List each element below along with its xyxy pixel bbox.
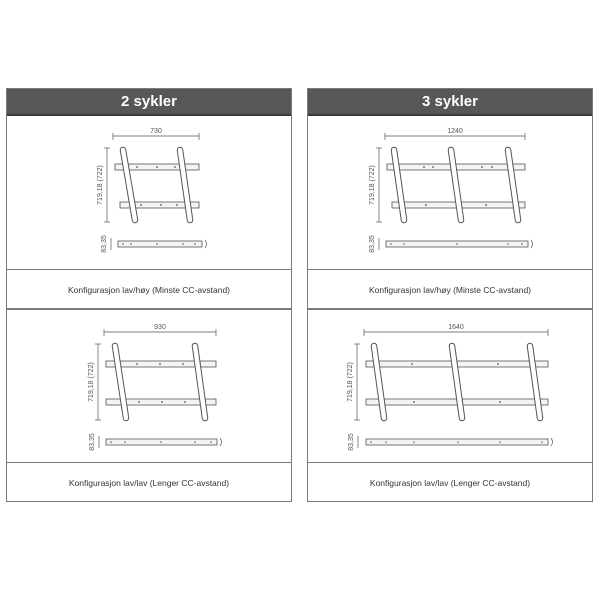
profile-label: 83,35 (348, 433, 355, 451)
divider (308, 269, 592, 270)
panel-title: 2 sykler (7, 89, 291, 116)
diagram-2-bikes-low-low (7, 310, 291, 462)
panel-title: 3 sykler (308, 89, 592, 116)
profile-hole (156, 243, 158, 245)
profile-label: 83,35 (369, 235, 376, 253)
mounting-hole (136, 363, 138, 365)
mounting-hole (159, 363, 161, 365)
width-label: 730 (150, 128, 162, 135)
mounting-hole (140, 204, 142, 206)
diagram-3-bikes-low-low (308, 310, 592, 462)
width-label: 930 (154, 324, 166, 331)
mounting-hole (413, 401, 415, 403)
mounting-hole (136, 166, 138, 168)
mounting-hole (182, 363, 184, 365)
mounting-hole (481, 166, 483, 168)
profile-hole (499, 441, 501, 443)
rack-drawing (7, 116, 293, 269)
profile-hole (390, 243, 392, 245)
profile-end-cap (205, 240, 207, 248)
profile-hole (194, 243, 196, 245)
profile-hole (210, 441, 212, 443)
rack-drawing (7, 310, 293, 462)
divider (7, 462, 291, 463)
caption: Konfigurasjon lav/lav (Lenger CC-avstand) (68, 478, 230, 488)
caption: Konfigurasjon lav/lav (Lenger CC-avstand) (369, 478, 531, 488)
mounting-hole (491, 166, 493, 168)
profile-hole (110, 441, 112, 443)
profile-hole (124, 441, 126, 443)
profile-label: 83,35 (89, 433, 96, 451)
mounting-hole (138, 401, 140, 403)
bike-holder-arm-fill (180, 150, 190, 220)
profile-hole (182, 243, 184, 245)
mounting-hole (499, 401, 501, 403)
profile-hole (194, 441, 196, 443)
profile-hole (413, 441, 415, 443)
rail-profile (366, 439, 548, 445)
profile-label: 83,35 (101, 235, 108, 253)
profile-hole (370, 441, 372, 443)
height-label: 719,18 (722) (97, 165, 104, 205)
mounting-hole (161, 401, 163, 403)
rack-drawing (308, 310, 594, 462)
bike-holder-arm-fill (451, 150, 461, 220)
mounting-hole (425, 204, 427, 206)
bike-holder-arm-fill (508, 150, 518, 220)
profile-end-cap (220, 438, 222, 446)
bike-holder-arm-fill (123, 150, 135, 220)
profile-hole (122, 243, 124, 245)
profile-hole (456, 243, 458, 245)
height-label: 719,18 (722) (369, 165, 376, 205)
bike-holder-arm-fill (115, 346, 126, 418)
bike-holder-arm-fill (195, 346, 205, 418)
bike-holder-arm-fill (452, 346, 462, 418)
panel-3-bikes (307, 88, 593, 502)
mounting-hole (174, 166, 176, 168)
rack-drawing (308, 116, 594, 269)
mounting-hole (497, 363, 499, 365)
divider (308, 462, 592, 463)
profile-hole (507, 243, 509, 245)
height-label: 719,18 (722) (347, 362, 354, 402)
bike-holder-arm-fill (530, 346, 540, 418)
profile-hole (521, 243, 523, 245)
profile-end-cap (531, 240, 533, 248)
profile-hole (403, 243, 405, 245)
caption: Konfigurasjon lav/høy (Minste CC-avstand) (67, 285, 231, 295)
caption: Konfigurasjon lav/høy (Minste CC-avstand) (368, 285, 532, 295)
mounting-hole (160, 204, 162, 206)
profile-hole (457, 441, 459, 443)
panel-2-bikes (6, 88, 292, 502)
width-label: 1640 (448, 324, 464, 331)
bike-holder-arm-fill (374, 346, 384, 418)
mounting-hole (411, 363, 413, 365)
profile-hole (385, 441, 387, 443)
height-label: 719,18 (722) (88, 362, 95, 402)
width-label: 1240 (447, 128, 463, 135)
profile-hole (160, 441, 162, 443)
mounting-hole (156, 166, 158, 168)
mounting-hole (485, 204, 487, 206)
diagram-2-bikes-low-high (7, 116, 291, 269)
divider (7, 269, 291, 270)
bike-holder-arm-fill (394, 150, 404, 220)
mounting-hole (184, 401, 186, 403)
diagram-3-bikes-low-high (308, 116, 592, 269)
profile-end-cap (551, 438, 553, 446)
profile-hole (541, 441, 543, 443)
mounting-hole (176, 204, 178, 206)
mounting-hole (432, 166, 434, 168)
profile-hole (130, 243, 132, 245)
mounting-hole (423, 166, 425, 168)
